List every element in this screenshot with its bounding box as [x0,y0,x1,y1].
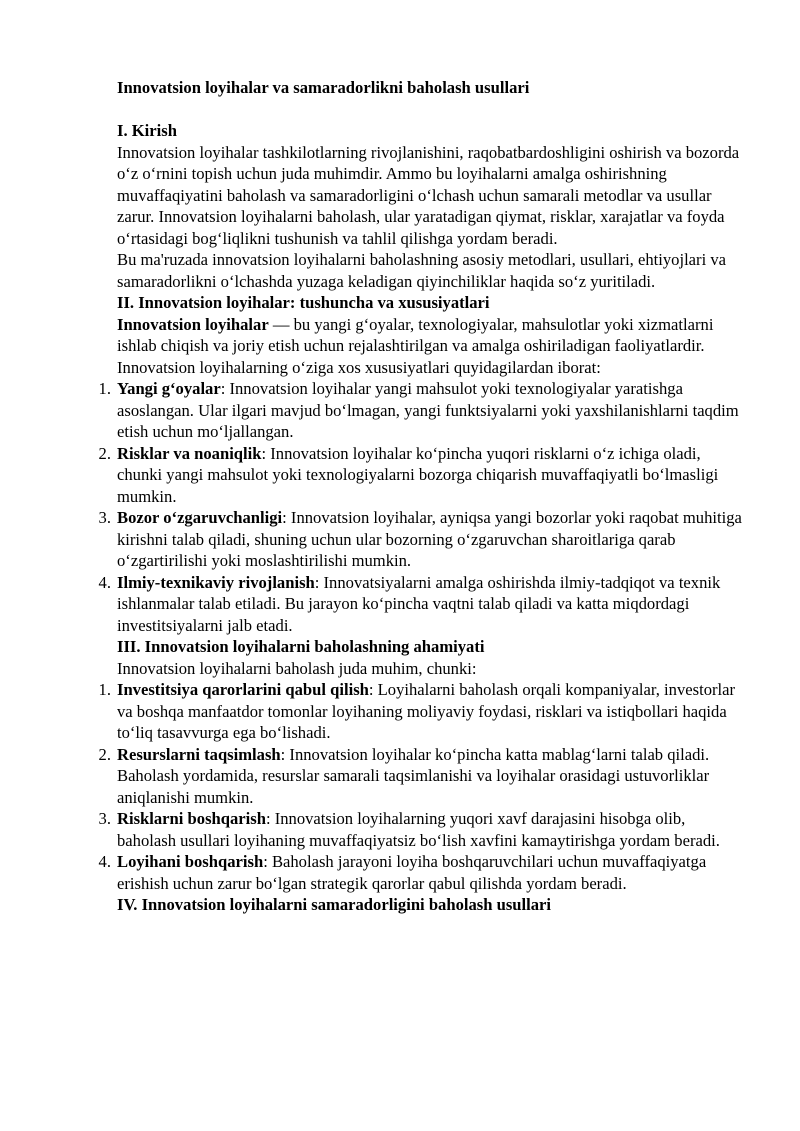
list-item [98,443,747,508]
importance-list [98,679,747,894]
concept-definition [117,314,747,379]
list-item-number: 3. [98,508,111,527]
list-item-number: 4. [98,572,111,592]
concept-term: Innovatsion loyihalar [117,314,269,334]
list-item-term: Bozor o‘zgaruvchanligi [117,508,283,527]
list-item-text: : Innovatsion loyihalarning yuqori xavf darajasini hisobga olib, baholash usullari loyihaning muvaffaqiyatsiz bo‘lish xavfini kamaytirishga yordam beradi. [117,809,720,850]
list-item-text: : Innovatsion loyihalar yangi mahsulot yoki texnologiyalar yaratishga asoslangan. Ular ilgari mavjud bo‘lmagan, yangi funktsiyalarni yoki yaxshilanishlarni taqdim etish uchun mo‘ljallangan. [117,379,739,441]
list-item-number: 1. [98,680,111,699]
list-item-number: 4. [98,852,111,871]
section-heading-methods: IV. Innovatsion loyihalarni samaradorligini baholash usullari [117,895,552,914]
list-item-term: Yangi g‘oyalar [117,379,221,398]
list-item [98,378,747,443]
list-item-number: 2. [98,744,111,764]
section-heading-concept: II. Innovatsion loyihalar: tushuncha va xususiyatlari [117,293,490,312]
section-heading-intro: I. Kirish [117,121,177,140]
list-item-text: : Innovatsion loyihalar ko‘pincha yuqori risklarni o‘z ichiga oladi, chunki yangi mahsulot yoki texnologiyalarni bozorga chiqarish muvaffaqiyatli bo‘lmasligi mumkin. [117,443,719,506]
intro-paragraph-1: Innovatsion loyihalar tashkilotlarning rivojlanishini, raqobatbardoshligini oshirish va bozorda o‘z o‘rnini topish uchun juda muhimdir. Ammo bu loyihalarni amalga oshirishning muvaffaqiyatini baholash va samaradorligini o‘lchash uchun samarali metodlar va usullar zarur. Innovatsion loyihalarni baholash, ular yaratadigan qiymat, risklar, xarajatlar va foyda o‘rtasidagi bog‘liqlikni tushunish va tahlil qilishga yordam beradi. [117,142,740,248]
list-item-number: 2. [98,443,111,463]
list-item [98,808,747,851]
list-item [98,851,747,894]
list-item-term: Investitsiya qarorlarini qabul qilish [117,680,369,699]
list-item-term: Risklar va noaniqlik [117,443,262,463]
list-item [98,572,747,637]
importance-intro: Innovatsion loyihalarni baholash juda muhim, chunki: [117,658,477,678]
concept-list [98,378,747,636]
list-item [98,507,747,572]
list-item-text: : Innovatsiyalarni amalga oshirishda ilmiy-tadqiqot va texnik ishlanmalar talab etiladi. Bu jarayon ko‘pincha vaqtni talab qiladi va katta miqdordagi investitsiyalarni jalb etadi. [117,572,721,635]
list-item-text: : Loyihalarni baholash orqali kompaniyalar, investorlar va boshqa manfaatdor tomonlar loyihaning moliyaviy foydasi, risklari va istiqbollari haqida to‘liq tasavvurga ega bo‘lishadi. [117,680,736,742]
list-item-number: 3. [98,809,111,828]
intro-paragraph-2: Bu ma'ruzada innovatsion loyihalarni baholashning asosiy metodlari, usullari, ehtiyojlari va samaradorlikni o‘lchashda yuzaga keladigan qiyinchiliklar haqida so‘z yuritiladi. [117,250,726,291]
list-item-term: Loyihani boshqarish [117,852,264,871]
list-item-term: Risklarni boshqarish [117,809,266,828]
list-item [98,744,747,809]
concept-definition-text: — bu yangi g‘oyalar, texnologiyalar, mahsulotlar yoki xizmatlarni ishlab chiqish va joriy etish uchun rejalashtirilgan va amalga oshiriladigan faoliyatlardir. Innovatsion loyihalarning o‘ziga xos xususiyatlari quyidagilardan iborat: [117,314,714,377]
list-item-text: : Baholash jarayoni loyiha boshqaruvchilari uchun muvaffaqiyatga erishish uchun zarur bo‘lgan strategik qarorlar qabul qilishda yordam beradi. [117,852,707,893]
document-body [98,77,747,916]
list-item-text: : Innovatsion loyihalar ko‘pincha katta mablag‘larni talab qiladi. Baholash yordamida, resurslar samarali taqsimlanishi va loyihalar orasidagi ustuvorliklar aniqlanishi mumkin. [117,744,710,807]
list-item-number: 1. [98,379,111,398]
list-item-text: : Innovatsion loyihalar, ayniqsa yangi bozorlar yoki raqobat muhitiga kirishni talab qiladi, shuning uchun ular bozorning o‘zgaruvchan sharoitlariga qarab o‘zgartirilishi yoki moslashtirilishi mumkin. [117,508,742,570]
list-item-term: Resurslarni taqsimlash [117,744,281,764]
list-item [98,679,747,744]
document-title: Innovatsion loyihalar va samaradorlikni baholash usullari [117,78,530,97]
list-item-term: Ilmiy-texnikaviy rivojlanish [117,572,315,592]
section-heading-importance: III. Innovatsion loyihalarni baholashning ahamiyati [117,637,485,656]
